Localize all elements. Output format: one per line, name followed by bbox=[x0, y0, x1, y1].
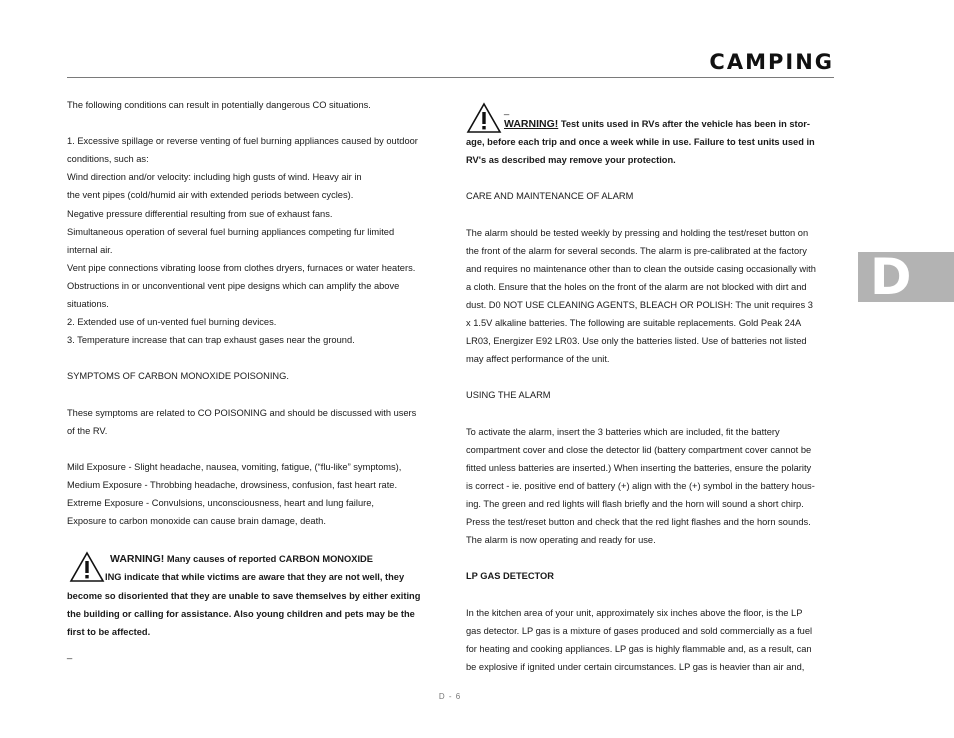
section-tab-letter: D bbox=[870, 248, 912, 306]
warning-line-3: become so disoriented that they are unable to save themselves by either exiting bbox=[67, 590, 421, 601]
warning-line-3: RV's as described may remove your protection. bbox=[466, 155, 676, 166]
lp-heading: LP GAS DETECTOR bbox=[466, 571, 554, 582]
warning-line-1: Test units used in RVs after the vehicle has been in stor- bbox=[558, 119, 811, 129]
page-title: CAMPING bbox=[709, 50, 834, 74]
section-tab bbox=[858, 248, 954, 306]
medium-exposure: Medium Exposure - Throbbing headache, drowsiness, confusion, fast heart rate. bbox=[67, 479, 398, 490]
obstructions-line-2: situations. bbox=[67, 299, 109, 310]
extreme-exposure: Extreme Exposure - Convulsions, unconsciousness, heart and lung failure, bbox=[67, 498, 374, 509]
care-line-4: a cloth. Ensure that the holes on the front of the alarm are not blocked with dirt and bbox=[466, 281, 807, 292]
condition-3: 3. Temperature increase that can trap exhaust gases near the ground. bbox=[67, 335, 355, 346]
using-line-7: The alarm is now operating and ready for use. bbox=[466, 535, 656, 546]
right-column bbox=[466, 106, 834, 676]
symptoms-line-1: These symptoms are related to CO POISONING and should be discussed with users bbox=[67, 407, 417, 418]
left-column bbox=[67, 96, 439, 663]
lp-line-3: for heating and cooking appliances. LP gas is highly flammable and, as a result, can bbox=[466, 643, 812, 654]
care-line-7: LR03, Energizer E92 LR03. Use only the batteries listed. Use of batteries not listed bbox=[466, 336, 807, 347]
rv-test-warning-block bbox=[466, 106, 834, 169]
obstructions-line-1: Obstructions in or unconventional vent pipe designs which can amplify the above bbox=[67, 280, 400, 291]
symptoms-heading: SYMPTOMS OF CARBON MONOXIDE POISONING. bbox=[67, 371, 289, 382]
using-line-4: is correct - ie. positive end of battery (+) align with the (+) symbol in the battery hous- bbox=[466, 480, 815, 491]
warning-triangle-icon bbox=[466, 102, 502, 134]
wind-line-2: the vent pipes (cold/humid air with extended periods between cycles). bbox=[67, 190, 354, 201]
warning-line-5: first to be affected. bbox=[67, 626, 151, 637]
care-line-2: the front of the alarm for several seconds. The alarm is pre-calibrated at the factory bbox=[466, 245, 807, 256]
lp-line-1: In the kitchen area of your unit, approximately six inches above the floor, is the LP bbox=[466, 607, 803, 618]
mild-exposure: Mild Exposure - Slight headache, nausea, vomiting, fatigue, (“flu-like” symptoms), bbox=[67, 461, 402, 472]
negative-pressure-line: Negative pressure differential resulting from sue of exhaust fans. bbox=[67, 208, 333, 219]
symptoms-line-2: of the RV. bbox=[67, 425, 108, 436]
lp-line-2: gas detector. LP gas is a mixture of gases produced and sold commercially as a fuel bbox=[466, 625, 813, 636]
warning-line-1: Many causes of reported CARBON MONOXIDE bbox=[164, 554, 373, 565]
condition-2: 2. Extended use of un-vented fuel burning devices. bbox=[67, 317, 277, 328]
page-number: D - 6 bbox=[438, 692, 462, 701]
warning-line-4: the building or calling for assistance. Also young children and pets may be the bbox=[67, 608, 415, 619]
warning-label: WARNING! bbox=[110, 553, 165, 566]
using-line-3: fitted unless batteries are inserted.) When inserting the batteries, ensure the polarity bbox=[466, 462, 812, 473]
care-line-1: The alarm should be tested weekly by pressing and holding the test/reset button on bbox=[466, 227, 809, 238]
using-line-2: compartment cover and close the detector lid (battery compartment cover cannot be bbox=[466, 444, 812, 455]
care-line-6: x 1.5V alkaline batteries. The following are suitable replacements. Gold Peak 24A bbox=[466, 318, 802, 329]
care-heading: CARE AND MAINTENANCE OF ALARM bbox=[466, 191, 634, 202]
using-heading: USING THE ALARM bbox=[466, 390, 551, 401]
care-line-5: dust. D0 NOT USE CLEANING AGENTS, BLEACH OR POLISH: The unit requires 3 bbox=[466, 299, 813, 310]
warning-triangle-icon bbox=[69, 551, 105, 583]
exposure-damage: Exposure to carbon monoxide can cause brain damage, death. bbox=[67, 516, 326, 527]
care-line-8: may affect performance of the unit. bbox=[466, 354, 610, 365]
using-line-1: To activate the alarm, insert the 3 batteries which are included, fit the battery bbox=[466, 426, 780, 437]
using-line-6: Press the test/reset button and check that the red light flashes and the horn sounds. bbox=[466, 517, 811, 528]
warning-label: WARNING! bbox=[504, 118, 559, 130]
header-divider bbox=[67, 77, 834, 78]
using-line-5: ing. The green and red lights will flash briefly and the horn will sound a short chirp. bbox=[466, 498, 804, 509]
warning-line-2: age, before each trip and once a week while in use. Failure to test units used in bbox=[466, 137, 815, 148]
co-warning-block bbox=[67, 548, 439, 640]
simultaneous-line-2: internal air. bbox=[67, 244, 113, 255]
warning-line-2: ING indicate that while victims are aware that they are not well, they bbox=[105, 572, 405, 583]
trailing-mark: _ bbox=[67, 648, 73, 659]
leading-mark: _ bbox=[504, 105, 510, 115]
simultaneous-line-1: Simultaneous operation of several fuel burning appliances competing fur limited bbox=[67, 226, 395, 237]
intro-text: The following conditions can result in potentially dangerous CO situations. bbox=[67, 100, 371, 110]
wind-line-1: Wind direction and/or velocity: including high gusts of wind. Heavy air in bbox=[67, 172, 362, 183]
condition-1-line-1: 1. Excessive spillage or reverse venting of fuel burning appliances caused by outdoor bbox=[67, 136, 418, 147]
care-line-3: and requires no maintenance other than to clean the outside casing occasionally with bbox=[466, 263, 816, 274]
vent-pipe-line: Vent pipe connections vibrating loose from clothes dryers, furnaces or water heaters. bbox=[67, 262, 416, 273]
condition-1-line-2: conditions, such as: bbox=[67, 154, 149, 165]
lp-line-4: be explosive if ignited under certain circumstances. LP gas is heavier than air and, bbox=[466, 661, 805, 672]
